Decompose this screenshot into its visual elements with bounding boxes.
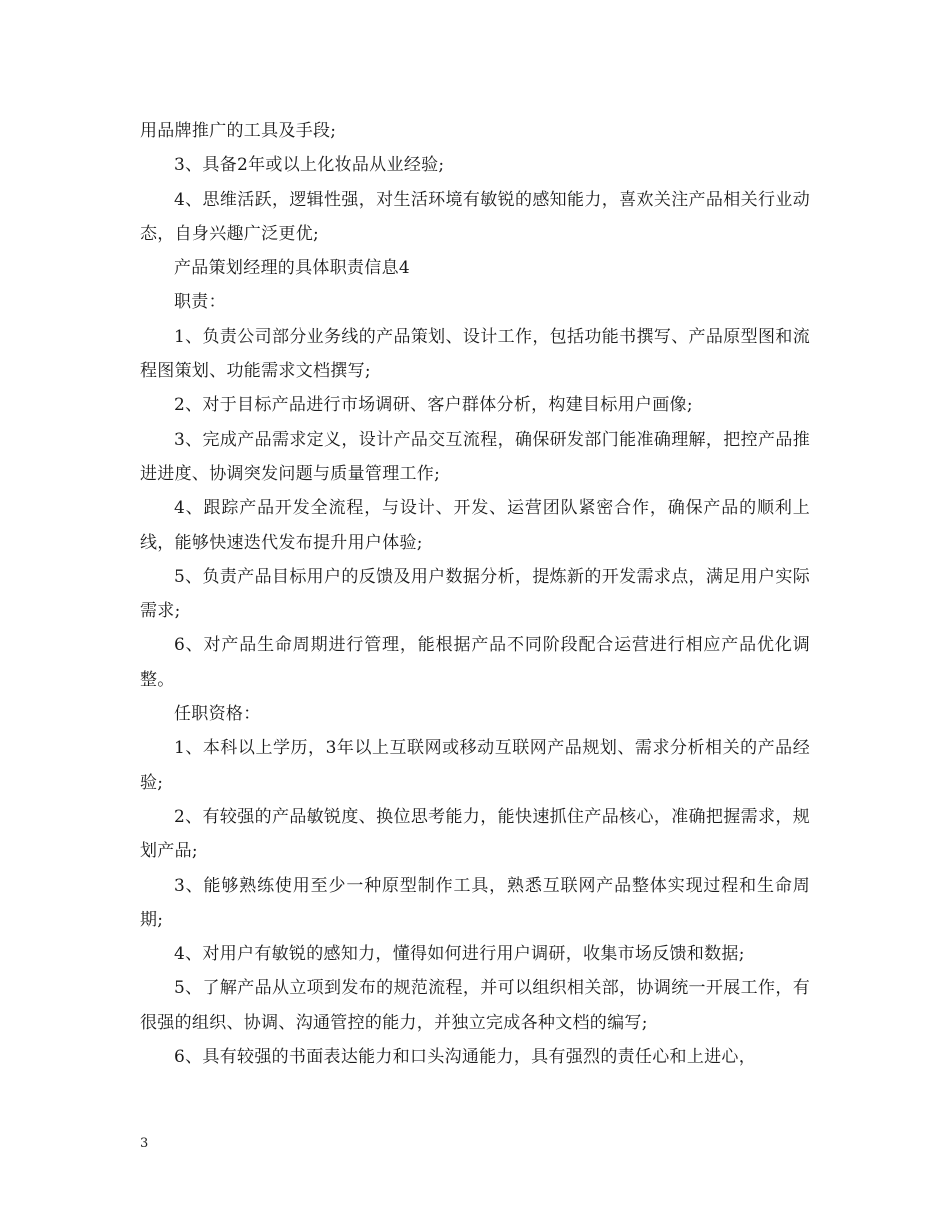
paragraph: 职责： (174, 292, 226, 313)
paragraph: 4、对用户有敏锐的感知力，懂得如何进行用户调研，收集市场反馈和数据; (174, 944, 745, 965)
paragraph: 5、了解产品从立项到发布的规范流程，并可以组织相关部，协调统一开展工作，有很强的组织、协调、沟通管控的能力，并独立完成各种文档的编写; (140, 978, 810, 1033)
paragraph: 1、负责公司部分业务线的产品策划、设计工作，包括功能书撰写、产品原型图和流程图策划、功能需求文档撰写; (140, 326, 810, 382)
paragraph: 1、本科以上学历，3年以上互联网或移动互联网产品规划、需求分析相关的产品经验; (140, 738, 810, 793)
paragraph: 6、对产品生命周期进行管理，能根据产品不同阶段配合运营进行相应产品优化调整。 (140, 635, 810, 690)
paragraph: 2、有较强的产品敏锐度、换位思考能力，能快速抓住产品核心，准确把握需求，规划产品; (140, 806, 810, 862)
page-number: 3 (140, 1136, 149, 1151)
paragraph: 产品策划经理的具体职责信息4 (174, 258, 411, 279)
paragraph: 6、具有较强的书面表达能力和口头沟通能力，具有强烈的责任心和上进心， (174, 1047, 757, 1068)
paragraph: 用品牌推广的工具及手段; (140, 121, 337, 141)
paragraph: 任职资格： (174, 704, 261, 725)
document-body (140, 114, 810, 1074)
paragraph: 4、跟踪产品开发全流程，与设计、开发、运营团队紧密合作，确保产品的顺利上线，能够快速迭代发布提升用户体验; (140, 498, 810, 553)
paragraph: 5、负责产品目标用户的反馈及用户数据分析，提炼新的开发需求点，满足用户实际需求; (140, 566, 810, 622)
paragraph: 2、对于目标产品进行市场调研、客户群体分析，构建目标用户画像; (174, 395, 693, 416)
paragraph: 4、思维活跃，逻辑性强，对生活环境有敏锐的感知能力，喜欢关注产品相关行业动态，自身兴趣广泛更优; (140, 189, 810, 244)
paragraph: 3、能够熟练使用至少一种原型制作工具，熟悉互联网产品整体实现过程和生命周期; (140, 875, 810, 930)
paragraph: 3、具备2年或以上化妆品从业经验; (174, 155, 445, 176)
paragraph: 3、完成产品需求定义，设计产品交互流程，确保研发部门能准确理解，把控产品推进进度、协调突发问题与质量管理工作; (140, 429, 810, 484)
